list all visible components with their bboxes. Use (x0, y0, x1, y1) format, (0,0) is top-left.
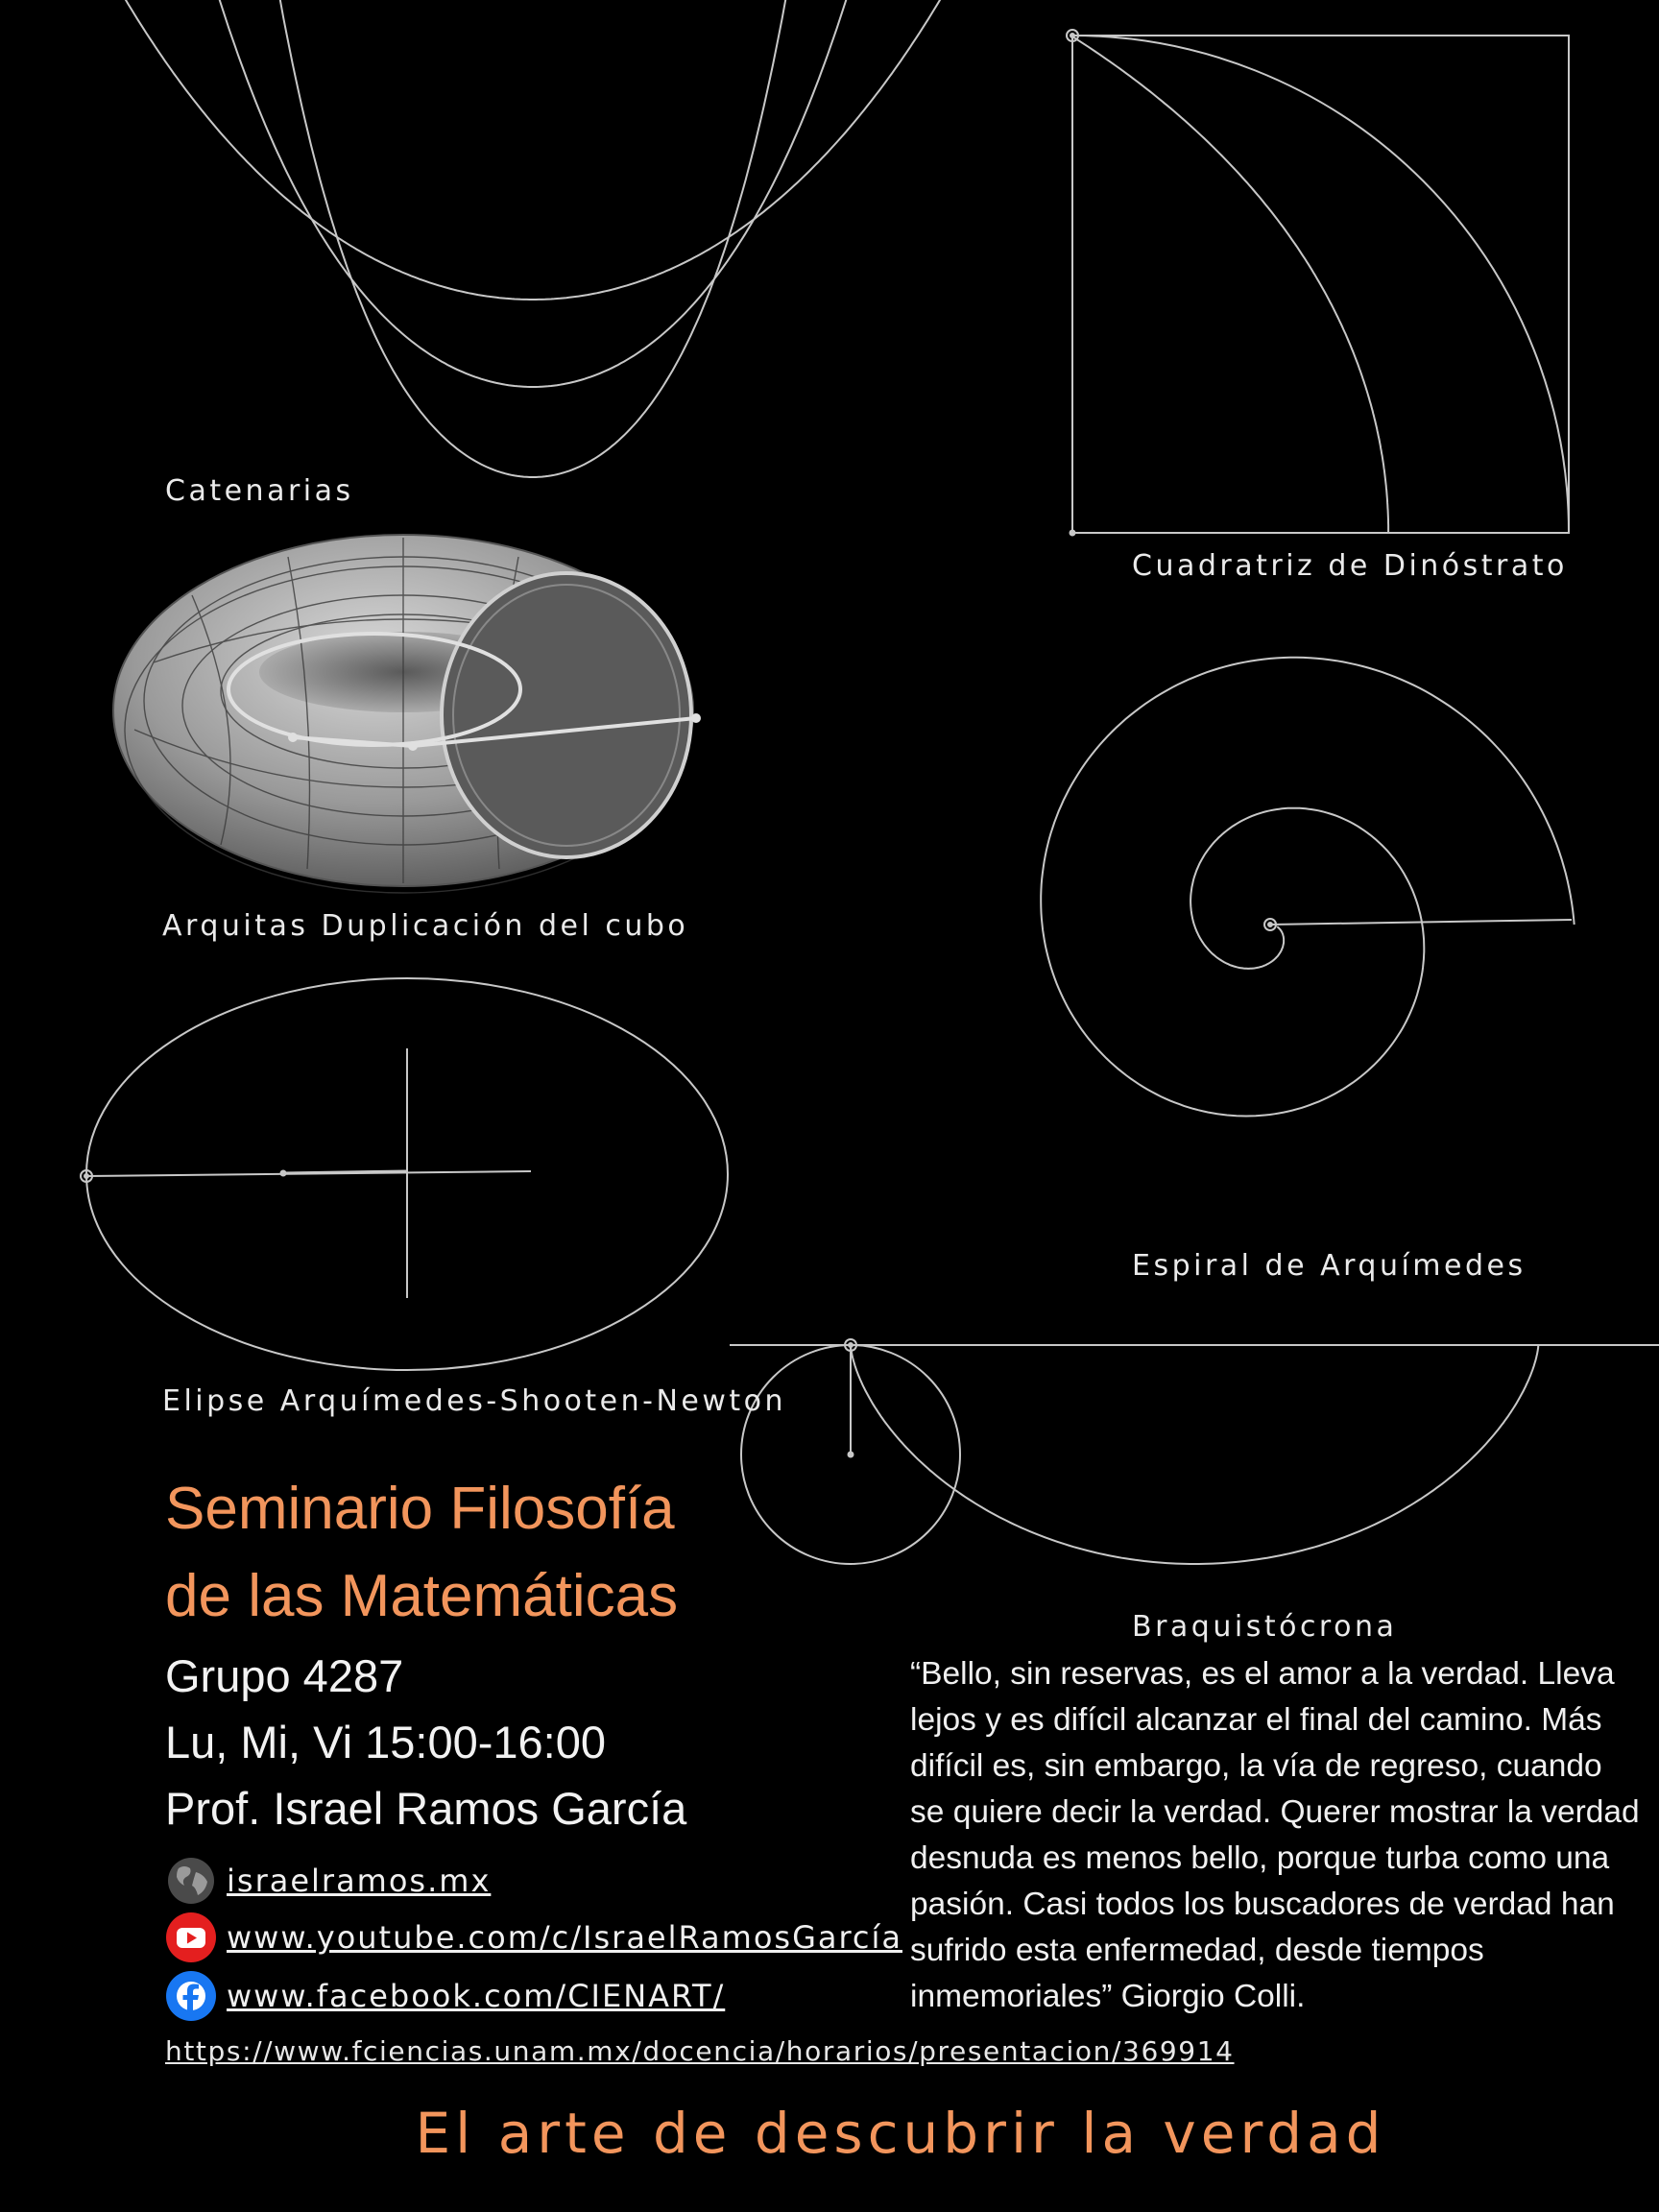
course-url[interactable]: https://www.fciencias.unam.mx/docencia/horarios/presentacion/369914 (165, 2035, 1235, 2067)
youtube-link[interactable] (165, 1910, 902, 1965)
website-link[interactable] (165, 1853, 491, 1909)
youtube-link-text[interactable]: www.youtube.com/c/IsraelRamosGarcía (227, 1919, 903, 1956)
facebook-link[interactable] (165, 1968, 725, 2024)
archimedes-spiral (1041, 658, 1575, 1117)
caption-cuadratriz: Cuadratriz de Dinóstrato (1132, 549, 1568, 583)
group-number: Grupo 4287 (165, 1650, 404, 1701)
motto: El arte de descubrir la verdad (415, 2101, 1386, 2166)
quote-giorgio-colli: “Bello, sin reservas, es el amor a la verdad. Lleva lejos y es difícil alcanzar el final del camino. Más difícil es, sin embargo, la vía de regreso, cuando se quiere decir la verdad. Querer mostrar la verdad desnuda es menos bello, porque turba como una pasión. Casi todos los buscadores de verdad han sufrido esta enfermedad, desde tiempos inmemoriales” Giorgio Colli. (910, 1656, 1640, 2014)
caption-elipse: Elipse Arquímedes-Shooten-Newton (162, 1384, 787, 1418)
caption-arquitas: Arquitas Duplicación del cubo (162, 909, 689, 943)
caption-catenarias: Catenarias (165, 474, 354, 508)
schedule: Lu, Mi, Vi 15:00-16:00 (165, 1717, 606, 1767)
facebook-icon (165, 1970, 217, 2022)
seminar-title-line2: de las Matemáticas (165, 1563, 679, 1629)
brachistochrone-figure (730, 1339, 1659, 1564)
ellipse-figure (81, 978, 728, 1370)
globe-icon (165, 1855, 217, 1907)
caption-espiral: Espiral de Arquímedes (1132, 1249, 1527, 1283)
archytas-torus (113, 535, 701, 893)
caption-braquistocrona: Braquistócrona (1132, 1610, 1398, 1644)
website-link-text[interactable]: israelramos.mx (227, 1863, 492, 1899)
youtube-icon (165, 1911, 217, 1963)
seminar-title-line1: Seminario Filosofía (165, 1476, 675, 1542)
catenary-curves (77, 0, 989, 477)
professor-name: Prof. Israel Ramos García (165, 1783, 687, 1834)
facebook-link-text[interactable]: www.facebook.com/CIENART/ (227, 1978, 726, 2014)
quadratrix-figure (1067, 30, 1569, 536)
